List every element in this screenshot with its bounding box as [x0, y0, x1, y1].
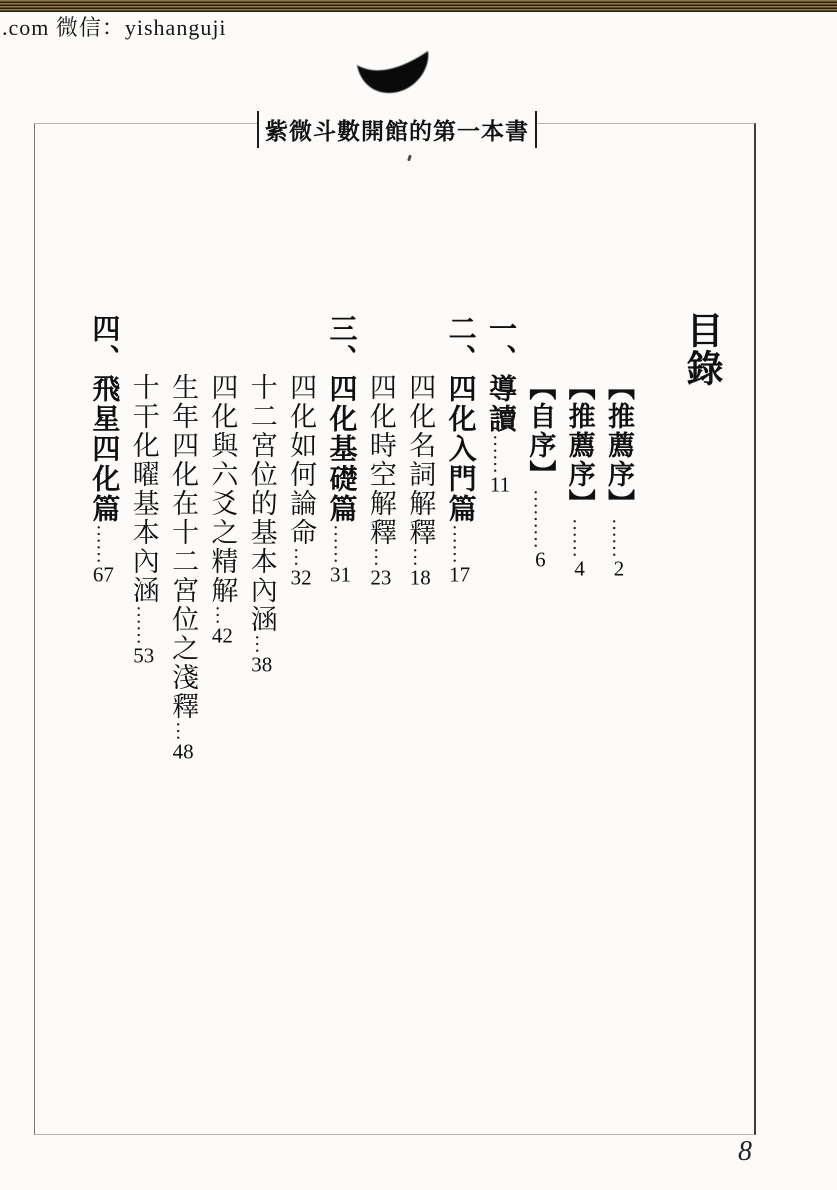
- toc-page-number: 67: [92, 564, 114, 585]
- toc-entry-label: 【推薦序】: [564, 373, 595, 518]
- toc-entry: [247, 311, 275, 1173]
- toc-leader-dots: …: [290, 547, 313, 567]
- toc-entry: [526, 311, 554, 1173]
- toc-page-number: 42: [211, 625, 233, 646]
- toc-entry-label: 三、四化基礎篇: [325, 314, 357, 524]
- table-of-contents: [78, 311, 727, 1173]
- toc-entry: [129, 311, 157, 1173]
- toc-entry-label: 四化與六爻之精解: [207, 373, 238, 605]
- toc-leader-dots: …: [172, 721, 195, 741]
- toc-page-number: 18: [409, 567, 431, 588]
- toc-entry: [605, 311, 633, 1173]
- toc-entry: [287, 311, 315, 1173]
- toc-entry-label: 四化如何論命: [286, 373, 317, 547]
- toc-page-number: 17: [449, 564, 471, 585]
- toc-entry: [367, 311, 395, 1173]
- toc-leader-dots: ……: [488, 434, 511, 474]
- toc-page-number: 48: [172, 741, 194, 762]
- toc-entry-label: 十二宮位的基本內涵: [246, 373, 277, 634]
- toc-entry: [445, 311, 474, 1173]
- toc-entry: [486, 311, 515, 1173]
- toc-page-number: 6: [535, 549, 546, 570]
- watermark-text: .com 微信：yishanguji: [2, 15, 227, 40]
- toc-entry-label: 【推薦序】: [604, 373, 634, 518]
- toc-leader-dots: ……: [608, 518, 630, 558]
- toc-page-number: 32: [290, 567, 312, 588]
- toc-leader-dots: …: [369, 547, 392, 567]
- folio-page-number: 8: [738, 1136, 752, 1167]
- toc-leader-dots: …: [211, 605, 234, 625]
- toc-entry: [565, 311, 593, 1173]
- book-title-text: 紫微斗數開館的第一本書: [265, 119, 529, 144]
- toc-page-number: 53: [133, 645, 155, 666]
- toc-entry-label: 十干化曜基本內涵: [128, 373, 159, 605]
- toc-leader-dots: ……: [329, 524, 352, 564]
- toc-page-number: 4: [574, 558, 585, 579]
- toc-entry-label: 四化時空解釋: [365, 373, 396, 547]
- toc-page-number: 11: [489, 474, 511, 495]
- toc-leader-dots: …: [250, 634, 273, 654]
- toc-leader-dots: ………: [529, 489, 552, 549]
- toc-leader-dots: …: [409, 547, 432, 567]
- toc-page-number: 23: [370, 567, 392, 588]
- toc-entry-label: 四、飛星四化篇: [88, 314, 120, 524]
- toc-entry: [89, 311, 118, 1173]
- toc-entry: [169, 311, 197, 1173]
- book-title-header: [257, 111, 537, 148]
- toc-entry-label: 【自序】: [525, 373, 556, 489]
- toc-leader-dots: ……: [92, 524, 115, 564]
- toc-entry-label: 生年四化在十二宮位之淺釋: [168, 373, 199, 721]
- toc-page-number: 31: [330, 564, 351, 585]
- toc-title: 目錄: [680, 311, 721, 387]
- toc-entry: [406, 311, 434, 1173]
- toc-entry-label: 二、四化入門篇: [444, 314, 476, 524]
- toc-entry-label: 四化名詞解釋: [405, 373, 436, 547]
- toc-leader-dots: ……: [132, 605, 155, 645]
- toc-entry-label: 一、導讀: [484, 314, 516, 434]
- ink-smudge-blob: [356, 48, 430, 96]
- toc-entry: [208, 311, 236, 1173]
- toc-leader-dots: ……: [448, 524, 471, 564]
- toc-entry: [326, 311, 355, 1173]
- toc-page-number: 38: [251, 654, 273, 675]
- toc-page-number: 2: [613, 558, 625, 579]
- toc-leader-dots: ……: [568, 518, 591, 558]
